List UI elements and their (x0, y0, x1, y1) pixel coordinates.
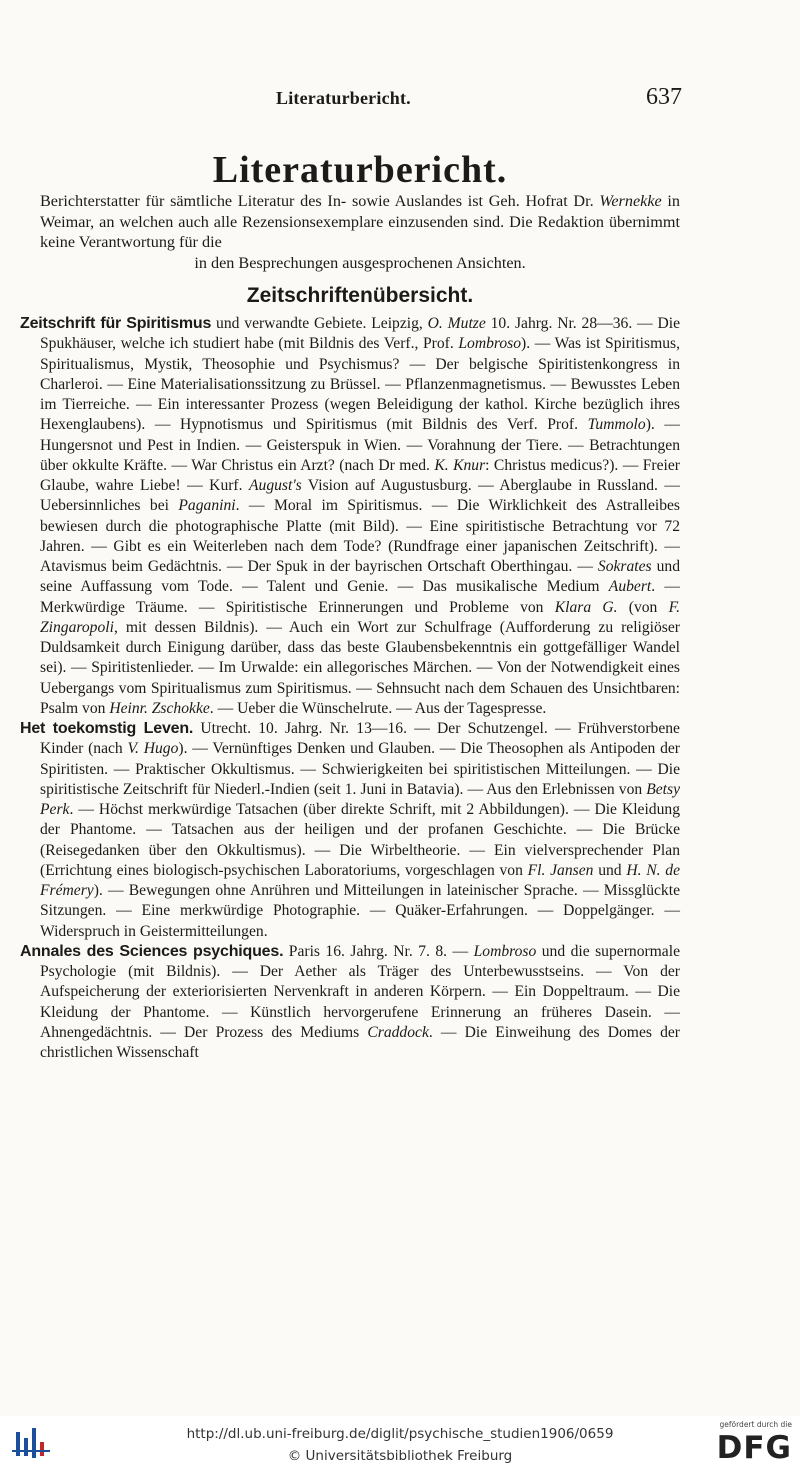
footer-bar (0, 1416, 800, 1472)
entry-text: Vision auf Augustusburg. — Aberglaube in Russland. — Uebersinnliches bei (40, 477, 681, 515)
entry-text: (von (617, 598, 669, 616)
italic-name: F. Zingaropoli (40, 598, 680, 636)
entry-text: ). — Vernünftiges Denken und Glauben. — Die Theosophen als Antipoden der Spiritisten. — Praktischer Okkultismus. — Schwierigkeiten bei spiritistischen Mitteilungen. — Die spiritistische Zeitschrift für Niederl.-Indien (seit 1. Juni in Batavia). — Aus den Erlebnissen von (40, 740, 680, 798)
journal-name: Annales des Sciences psychiques. (20, 942, 284, 960)
entry-text: ). — Bewegungen ohne Anrühren und Mitteilungen in lateinischer Sprache. — Missglückte Sitzungen. — Eine merkwürdige Photographie. — Quäker-Erfahrungen. — Doppelgänger. — Widerspruch in Geistermitteilungen. (40, 882, 680, 940)
entry-text: und seine Auffassung vom Tode. — Talent und Genie. — Das musikalische Medium (40, 558, 680, 596)
entry-text: . — Ueber die Wünschelrute. — Aus der Tagespresse. (209, 699, 547, 717)
entry-text: ). — Was ist Spiritismus, Spiritualismus, Mystik, Theosophie und Psychismus? — Der belgische Spiritistenkongress in Charleroi. — Eine Materialisationssitzung zu Brüssel. — Pflanzenmagnetismus. — Bewusstes Leben im Tierreiche. — Ein interessanter Prozess (wegen Beleidigung der kathol. Kirche bezüglich ihres Hexenglaubens). — Hypnotismus und Spiritismus (mit Bildnis des Verf. Prof. (40, 335, 680, 434)
journal-entry (20, 719, 680, 942)
journal-entry (20, 942, 680, 1064)
entry-text: Utrecht. 10. Jahrg. Nr. 13—16. — Der Schutzengel. — Frühverstorbene Kinder (nach (40, 720, 680, 758)
entry-text: , mit dessen Bildnis). — Auch ein Wort zur Schulfrage (Aufforderung zu religiöser Duldsamkeit durch Einigung darüber, dass das beste Glaubensbekenntnis ein gottgefälliger Wandel sei). — Spiritistenlieder. — Im Urwalde: ein allegorisches Märchen. — Von der Notwendigkeit eines Uebergangs vom Spiritualismus zum Spiritismus. — Sehnsucht nach dem Schauen des Unsichtbaren: Psalm von (40, 618, 680, 717)
italic-name: Craddock (367, 1023, 429, 1041)
entry-text: . — Die Einweihung des Domes der christlichen Wissenschaft (40, 1023, 680, 1061)
intro-paragraph (40, 191, 680, 273)
entry-text: . — Moral im Spiritismus. — Die Wirklichkeit des Astralleibes bewiesen durch die photographische Platte (mit Bild). — Eine spiritistische Betrachtung vor 72 Jahren. — Gibt es ein Weiterleben nach dem Tode? (Rundfrage einer japanischen Zeitschrift). — Atavismus beim Gedächtnis. — Der Spuk in der bayrischen Ortschaft Oberthingau. — (40, 497, 680, 575)
italic-name: Heinr. Zschokke (109, 699, 210, 717)
dfg-logo: DFG (716, 1430, 792, 1466)
entry-text: 10. Jahrg. Nr. 28—36. — Die Spukhäuser, welche ich studiert habe (mit Bildnis des Verf., Prof. (40, 315, 681, 353)
italic-name: V. Hugo (127, 740, 179, 758)
running-header (40, 84, 682, 118)
running-title: Literaturbericht. (276, 88, 411, 108)
journal-name: Het toekomstig Leven. (20, 720, 194, 737)
italic-name: O. Mutze (427, 315, 486, 332)
italic-name: Tummolo (587, 416, 646, 434)
entry-text: und verwandte Gebiete. Leipzig, (211, 315, 428, 332)
intro-last-line: in den Besprechungen ausgesprochenen Ansichten. (194, 253, 526, 272)
entry-text: ). — Hungersnot und Pest in Indien. — Geisterspuk in Wien. — Vorahnung der Tiere. — Betrachtungen über okkulte Kräfte. — War Christus ein Arzt? (nach Dr med. (40, 416, 680, 474)
section-title: Zeitschriftenübersicht. (246, 284, 474, 307)
italic-name: K. Knur (434, 456, 486, 474)
italic-name: Sokrates (597, 558, 652, 575)
italic-name: Paganini (178, 497, 236, 515)
entry-text: und (593, 861, 627, 879)
intro-text-2: in Weimar, an welchen auch alle Rezensionsexemplare einzusenden sind. Die Redaktion übernimmt keine Verantwortung für die (40, 192, 681, 251)
entry-text: : Christus medicus?). — Freier Glaube, wahre Liebe! — Kurf. (40, 456, 680, 494)
intro-text-1: Berichterstatter für sämtliche Literatur des In- sowie Auslandes ist Geh. Hofrat Dr. (40, 192, 600, 210)
italic-name: H. N. de Frémery (40, 861, 681, 899)
page-title: Literaturbericht. (212, 149, 508, 191)
italic-name: Fl. Jansen (527, 861, 594, 879)
italic-name: Lombroso (473, 942, 537, 960)
page-number: 637 (646, 84, 682, 110)
intro-name: Wernekke (599, 192, 662, 210)
journal-entries (20, 314, 680, 1063)
entry-text: . — Merkwürdige Träume. — Spiritistische Erinnerungen und Probleme von (40, 578, 680, 616)
entry-text: . — Höchst merkwürdige Tatsachen (über direkte Schrift, mit 2 Abbildungen). — Die Kleidung der Phantome. — Tatsachen aus der heiligen und der profanen Geschichte. — Die Brücke (Reisegedanken über den Okkultismus). — Die Wirbeltheorie. — Ein vielversprechender Plan (Errichtung eines biologisch-psychischen Laboratoriums, vorgeschlagen von (40, 801, 680, 879)
italic-name: Lombroso (458, 335, 522, 353)
italic-name: Klara G. (554, 598, 618, 616)
entry-text: Paris 16. Jahrg. Nr. 7. 8. — (283, 942, 474, 960)
italic-name: August's (249, 477, 302, 494)
italic-name: Aubert (608, 578, 652, 596)
italic-name: Betsy Perk (40, 780, 680, 818)
source-url[interactable]: http://dl.ub.uni-freiburg.de/diglit/psychische_studien1906/0659 (186, 1426, 614, 1442)
entry-text: und die supernormale Psychologie (mit Bildnis). — Der Aether als Träger des Unterbewusstseins. — Von der Aufspeicherung der exteriorisierten Nervenkraft in anderen Körpern. — Ein Doppeltraum. — Die Kleidung der Phantome. — Künstlich hervorgerufene Erinnerung an früheres Dasein. — Ahnengedächtnis. — Der Prozess des Mediums (40, 942, 680, 1041)
journal-name: Zeitschrift für Spiritismus (20, 315, 212, 332)
copyright-notice: © Universitätsbibliothek Freiburg (287, 1448, 513, 1464)
journal-entry (20, 314, 680, 719)
dfg-caption: gefördert durch die (719, 1420, 792, 1429)
